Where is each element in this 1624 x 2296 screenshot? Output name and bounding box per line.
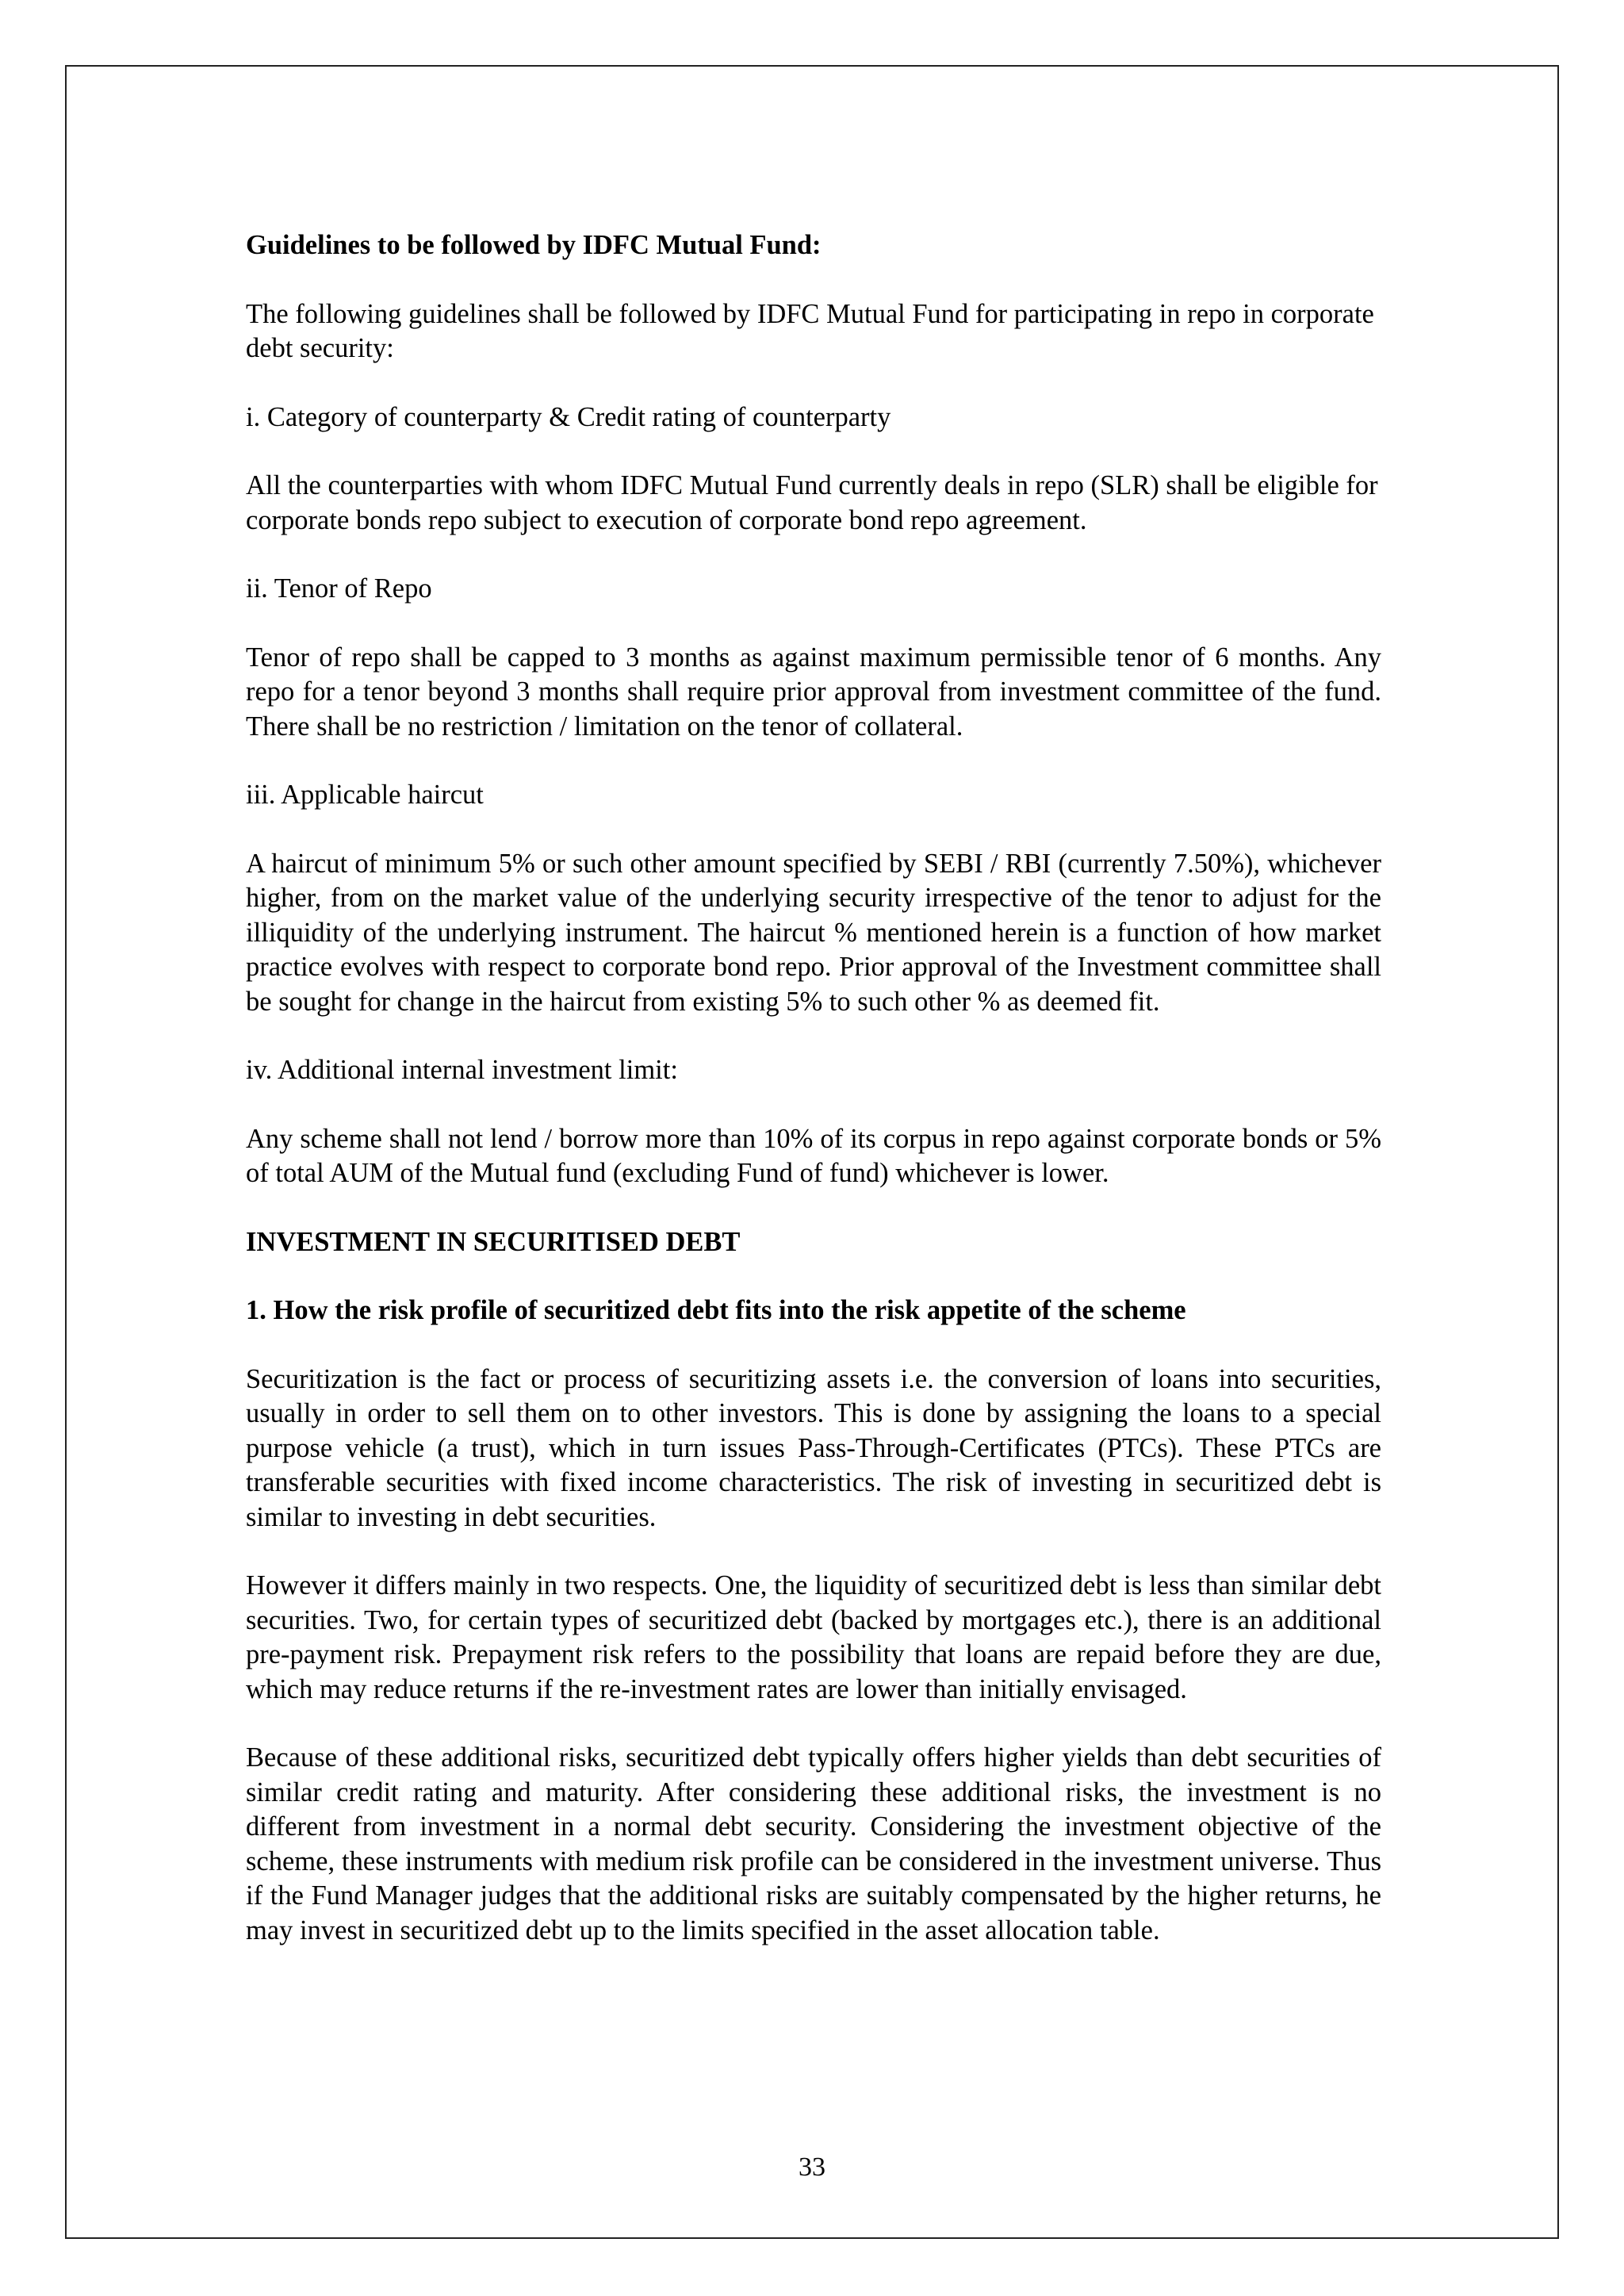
intro-paragraph: The following guidelines shall be followed by IDFC Mutual Fund for participating in repo in corporate debt security: [246,298,1374,363]
item3-body: A haircut of minimum 5% or such other amount specified by SEBI / RBI (currently 7.50%), whichever higher, from on the market value of the underlying security irrespective of the tenor to adjust for the illiquidity of the underlying instrument. The haircut % mentioned herein is a function of how market practice evolves with respect to corporate bond repo. Prior approval of the Investment committee shall be sought for change in the haircut from existing 5% to such other % as deemed fit. [246,848,1381,1017]
item4-title: iv. Additional internal investment limit: [246,1055,678,1085]
item3-title: iii. Applicable haircut [246,780,484,810]
paragraph-securitization: Securitization is the fact or process of securitizing assets i.e. the conversion of loans into securities, usually in order to sell them on to other investors. This is done by assigning the loans to a special purpose vehicle (a trust), which in turn issues Pass-Through-Certificates (PTCs). These PTCs are transferable securities with fixed income characteristics. The risk of investing in securitized debt is similar to investing in debt securities. [246,1363,1381,1532]
paragraph-differs: However it differs mainly in two respects. One, the liquidity of securitized debt is less than similar debt securities. Two, for certain types of securitized debt (backed by mortgages etc.), there is an additional pre-payment risk. Prepayment risk refers to the possibility that loans are repaid before they are due, which may reduce returns if the re-investment rates are lower than initially envisaged. [246,1570,1381,1704]
heading-risk-profile: 1. How the risk profile of securitized debt fits into the risk appetite of the scheme [246,1295,1186,1325]
item2-body: Tenor of repo shall be capped to 3 months as against maximum permissible tenor of 6 months. Any repo for a tenor beyond 3 months shall require prior approval from investment committee of the fund. There shall be no restriction / limitation on the tenor of collateral. [246,642,1381,742]
item2-title: ii. Tenor of Repo [246,573,432,604]
item4-body: Any scheme shall not lend / borrow more than 10% of its corpus in repo against corporate bonds or 5% of total AUM of the Mutual fund (excluding Fund of fund) whichever is lower. [246,1123,1381,1188]
page-number: 33 [799,2152,825,2182]
document-body [246,228,1381,1982]
heading-securitised-debt: INVESTMENT IN SECURITISED DEBT [246,1226,741,1257]
item1-title: i. Category of counterparty & Credit rating of counterparty [246,401,891,432]
paragraph-because: Because of these additional risks, securitized debt typically offers higher yields than debt securities of similar credit rating and maturity. After considering these additional risks, the investment is no different from investment in a normal debt security. Considering the investment objective of the scheme, these instruments with medium risk profile can be considered in the investment universe. Thus if the Fund Manager judges that the additional risks are suitably compensated by the higher returns, he may invest in securitized debt up to the limits specified in the asset allocation table. [246,1742,1381,1945]
heading-guidelines: Guidelines to be followed by IDFC Mutual Fund: [246,230,822,260]
item1-body: All the counterparties with whom IDFC Mutual Fund currently deals in repo (SLR) shall be eligible for corporate bonds repo subject to execution of corporate bond repo agreement. [246,470,1378,535]
